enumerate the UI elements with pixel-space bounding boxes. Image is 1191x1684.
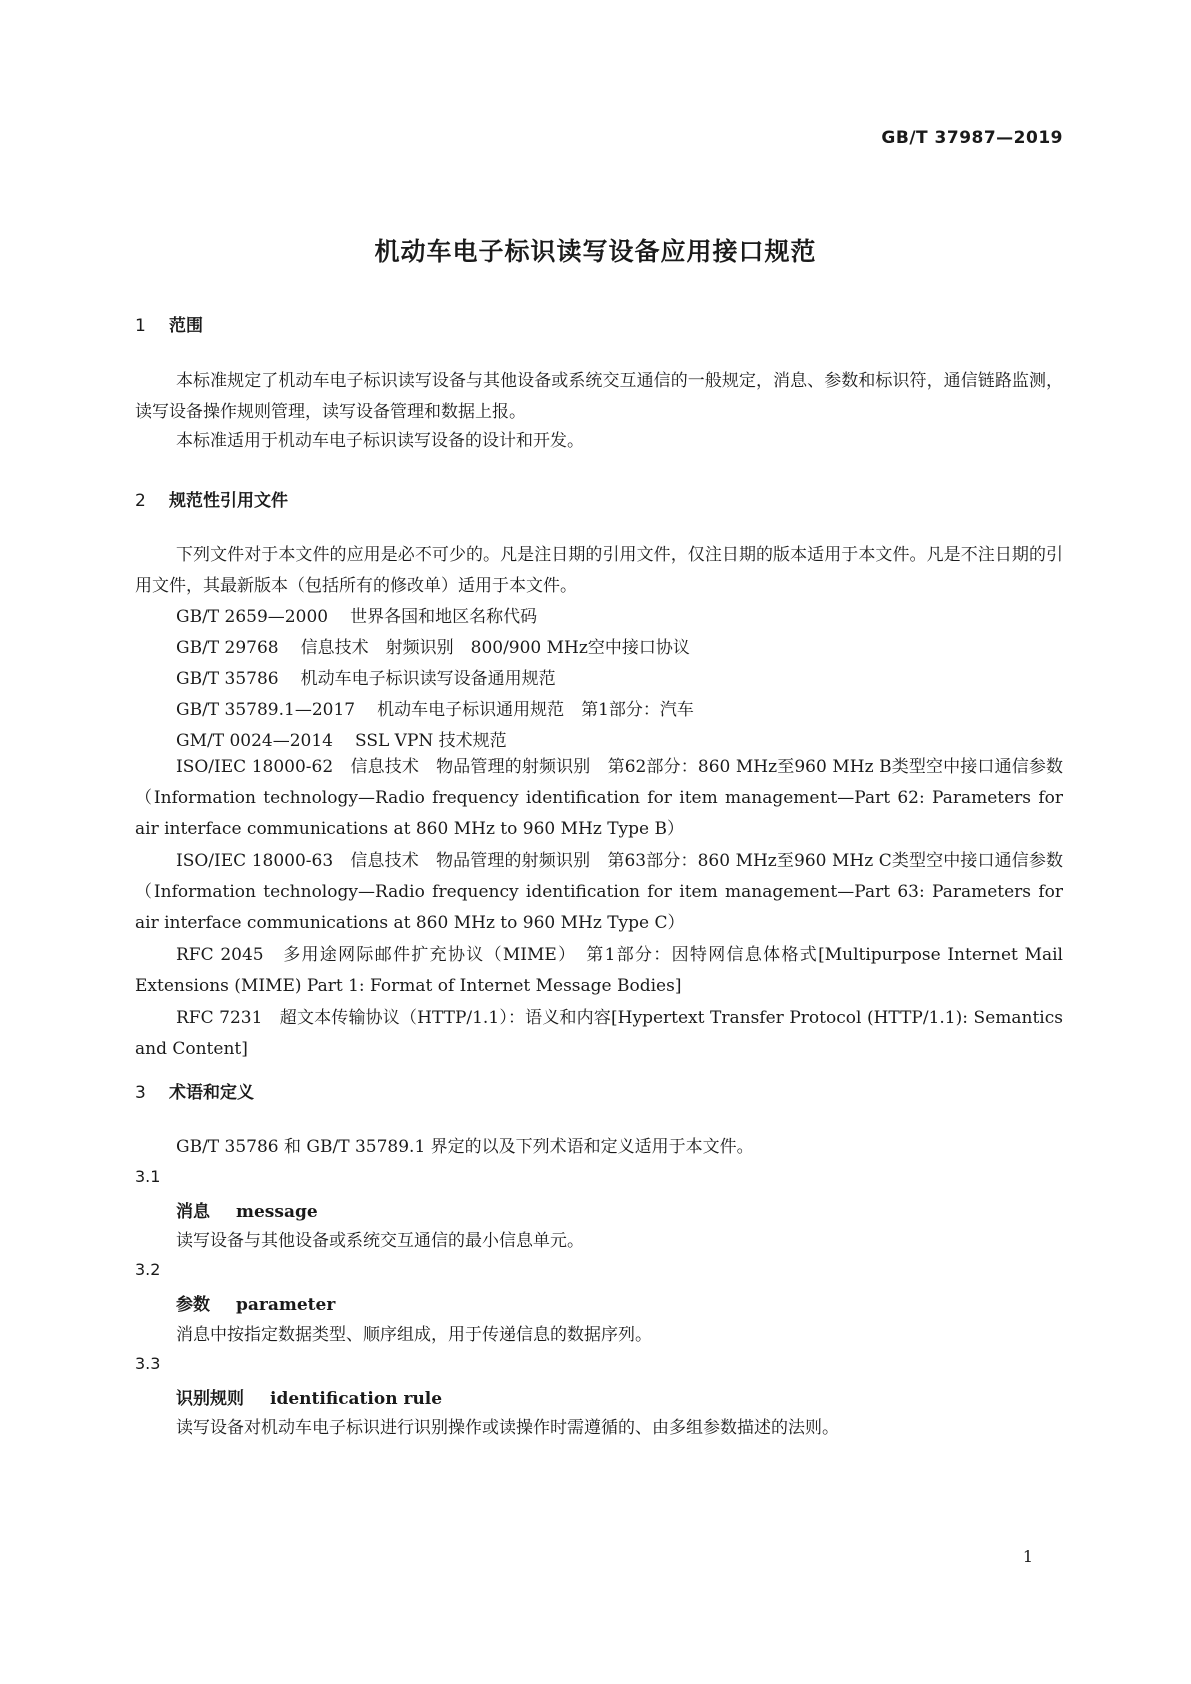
term-definition: 读写设备与其他设备或系统交互通信的最小信息单元。 [176,1231,584,1251]
reference-code: GB/T 29768 [176,638,279,658]
term-en: parameter [236,1295,336,1315]
reference-code: GB/T 2659—2000 [176,607,329,627]
reference-item-iso-18000-62: ISO/IEC 18000-62 信息技术 物品管理的射频识别 第62部分：860 MHz至960 MHz B类型空中接口通信参数（Information technology—Radio frequency identification for item management—Part 62: Parameters for air interface communications at 860 MHz to 960 MHz Type B） [135,757,1063,839]
reference-code: GB/T 35786 [176,669,279,689]
term-zh: 消息 [176,1202,210,1222]
section-number: 1 [135,316,146,336]
reference-code: GB/T 35789.1—2017 [176,700,356,720]
reference-title: 信息技术 射频识别 800/900 MHz空中接口协议 [300,638,690,658]
term-heading [176,1290,335,1315]
section-3-heading [135,1078,254,1103]
references-intro: 下列文件对于本文件的应用是必不可少的。凡是注日期的引用文件，仅注日期的版本适用于本文件。凡是不注日期的引用文件，其最新版本（包括所有的修改单）适用于本文件。 [135,545,1063,596]
term-definition: 读写设备对机动车电子标识进行识别操作或读操作时需遵循的、由多组参数描述的法则。 [176,1418,839,1438]
page-number: 1 [1022,1547,1033,1566]
term-heading [176,1197,318,1222]
scope-paragraph: 本标准规定了机动车电子标识读写设备与其他设备或系统交互通信的一般规定，消息、参数和标识符，通信链路监测，读写设备操作规则管理，读写设备管理和数据上报。 [135,371,1063,422]
reference-item [176,664,556,689]
reference-item [176,602,537,627]
reference-code: GM/T 0024—2014 [176,731,333,751]
term-zh: 参数 [176,1295,210,1315]
reference-title: 机动车电子标识读写设备通用规范 [300,669,556,689]
section-title: 术语和定义 [169,1083,254,1103]
clause-number: 3.2 [135,1260,161,1279]
term-en: identification rule [270,1389,443,1409]
reference-item-rfc-7231: RFC 7231 超文本传输协议（HTTP/1.1）：语义和内容[Hypertext Transfer Protocol (HTTP/1.1): Semantics and Content] [135,1008,1063,1059]
terms-intro: GB/T 35786 和 GB/T 35789.1 界定的以及下列术语和定义适用于本文件。 [176,1137,754,1157]
section-1-heading [135,311,203,336]
scope-applicability: 本标准适用于机动车电子标识读写设备的设计和开发。 [176,431,584,451]
standard-code: GB/T 37987—2019 [881,128,1063,148]
reference-title: 机动车电子标识通用规范 第1部分：汽车 [377,700,694,720]
reference-item-iso-18000-63: ISO/IEC 18000-63 信息技术 物品管理的射频识别 第63部分：860 MHz至960 MHz C类型空中接口通信参数（Information technology—Radio frequency identification for item management—Part 63: Parameters for air interface communications at 860 MHz to 960 MHz Type C） [135,851,1063,933]
section-title: 规范性引用文件 [169,491,288,511]
reference-title: 世界各国和地区名称代码 [350,607,538,627]
term-heading [176,1384,442,1409]
section-number: 2 [135,491,146,511]
term-en: message [236,1202,318,1222]
reference-title: SSL VPN 技术规范 [354,731,507,751]
reference-item [176,695,694,720]
term-definition: 消息中按指定数据类型、顺序组成，用于传递信息的数据序列。 [176,1325,652,1345]
reference-item [176,633,690,658]
reference-item [176,726,507,751]
clause-number: 3.3 [135,1354,161,1373]
clause-number: 3.1 [135,1167,161,1186]
section-title: 范围 [169,316,203,336]
section-number: 3 [135,1083,146,1103]
section-2-heading [135,486,288,511]
document-title: 机动车电子标识读写设备应用接口规范 [374,237,817,266]
reference-item-rfc-2045: RFC 2045 多用途网际邮件扩充协议（MIME） 第1部分：因特网信息体格式[Multipurpose Internet Mail Extensions (MIME) Part 1: Format of Internet Message Bodies] [135,945,1063,996]
term-zh: 识别规则 [176,1389,244,1409]
